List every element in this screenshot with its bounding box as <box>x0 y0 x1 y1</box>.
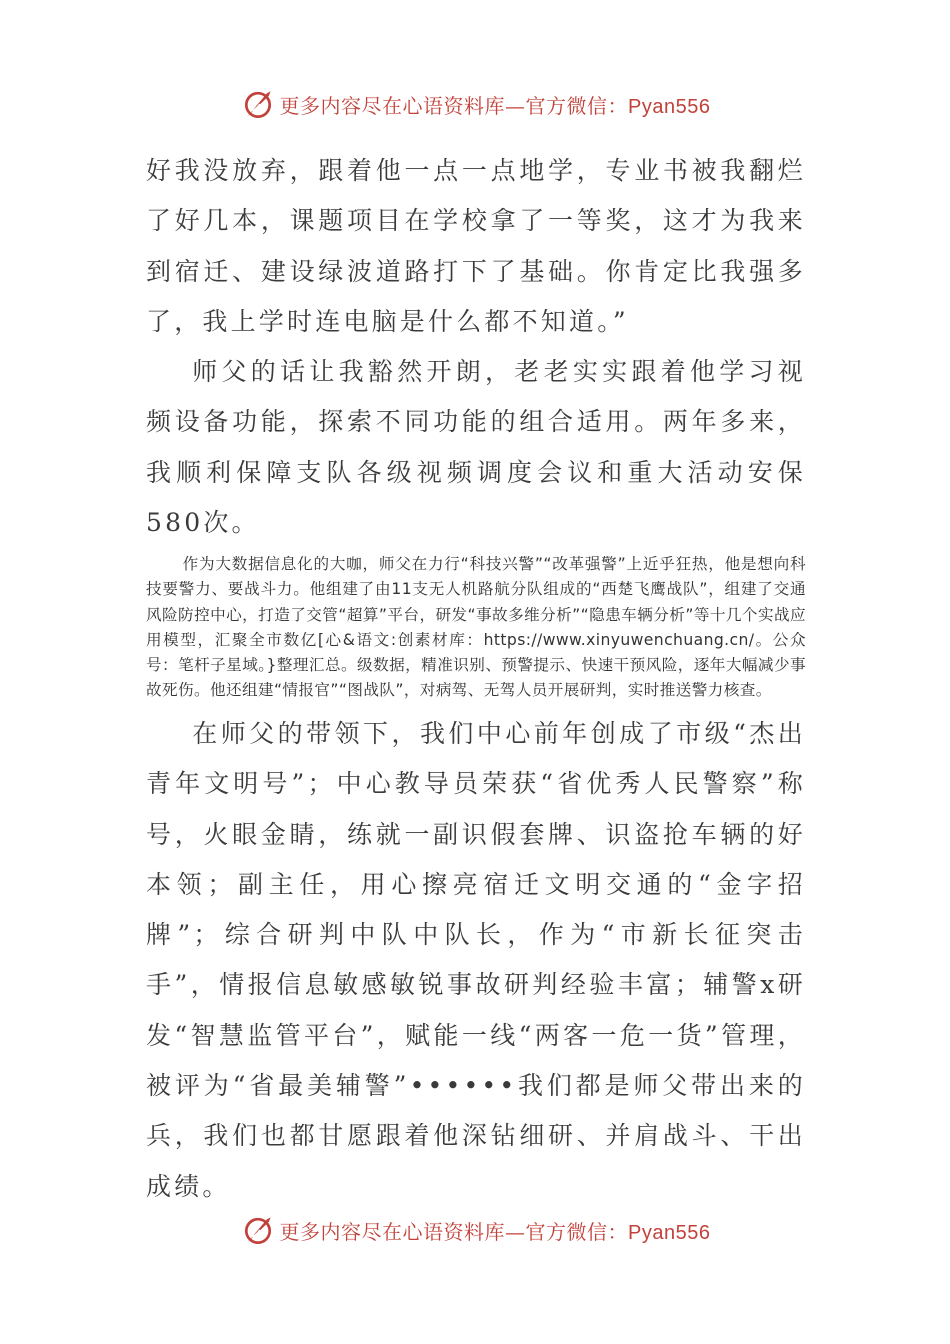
paragraph-2: 师父的话让我豁然开朗，老老实实跟着他学习视频设备功能，探索不同功能的组合适用。两年多来，我顺利保障支队各级视频调度会议和重大活动安保580次。 <box>146 357 806 538</box>
paragraph-4 <box>146 709 806 1212</box>
banner-text <box>280 90 711 119</box>
quill-logo-icon <box>240 86 276 122</box>
banner-label: 更多内容尽在心语资料库—官方微信： <box>279 93 629 118</box>
paragraph-1: 好我没放弃，跟着他一点一点地学，专业书被我翻烂了好几本，课题项目在学校拿了一等奖，这才为我来到宿迁、建设绿波道路打下了基础。你肯定比我强多了，我上学时连电脑是什么都不知道。” <box>146 156 806 336</box>
quill-logo-icon <box>240 1212 276 1248</box>
banner-text <box>280 1216 711 1245</box>
document-body <box>146 146 806 1212</box>
banner-wechat-id: Pyan556 <box>628 95 711 118</box>
paragraph-3: 作为大数据信息化的大咖，师父在力行“科技兴警”“改革强警”上近乎狂热，他是想向科技要警力、要战斗力。他组建了由11支无人机路航分队组成的“西楚飞鹰战队”，组建了交通风险防控中心，打造了交管“超算”平台，研发“事故多维分析”“隐患车辆分析”等十几个实战应用模型，汇聚全市数亿[心&语文:创素材库：https://www.xinyuwenchuang.cn/。公众号：笔杆子星域。}整理汇总。级数据，精准识别、预警提示、快速干预风险，逐年大幅减少事故死伤。他还组建“情报官”“图战队”，对病驾、无驾人员开展研判，实时推送警力核查。 <box>146 555 806 699</box>
header-banner <box>0 84 950 124</box>
banner-label: 更多内容尽在心语资料库—官方微信： <box>279 1219 629 1244</box>
paragraph-4-part-1: 在师父的带领下，我们中心前年创成了市级“杰出青年文明号”；中心教导员荣获“省优秀人民警察”称号，火眼金睛，练就一副识假套牌、识盗抢车辆的好本领；副主任，用心擦亮宿迁文明交通的“金字招牌”；综合研判中队中队长，作为“市新长征突击手”，情报信息敏感敏锐事故研判经验丰富；辅警x研发“智慧监管平台”，赋能一线“两客一危一货”管理，被评为“省最美辅警”••••••我们都是师父带出来的兵，我们也都甘愿跟着他深钻细研、并肩战斗、干出成绩。 <box>146 718 806 1201</box>
paragraph-4-part-3: 警”••••••我们都是师父带出来的兵，我们也都甘愿跟着他深钻细研、并肩战斗、干出成绩。 <box>146 1071 806 1201</box>
paragraph-4-part-2: “两客一危一货”管理，被评为“省最美辅 <box>146 1020 806 1101</box>
footer-banner <box>0 1210 950 1250</box>
banner-wechat-id: Pyan556 <box>628 1221 711 1244</box>
